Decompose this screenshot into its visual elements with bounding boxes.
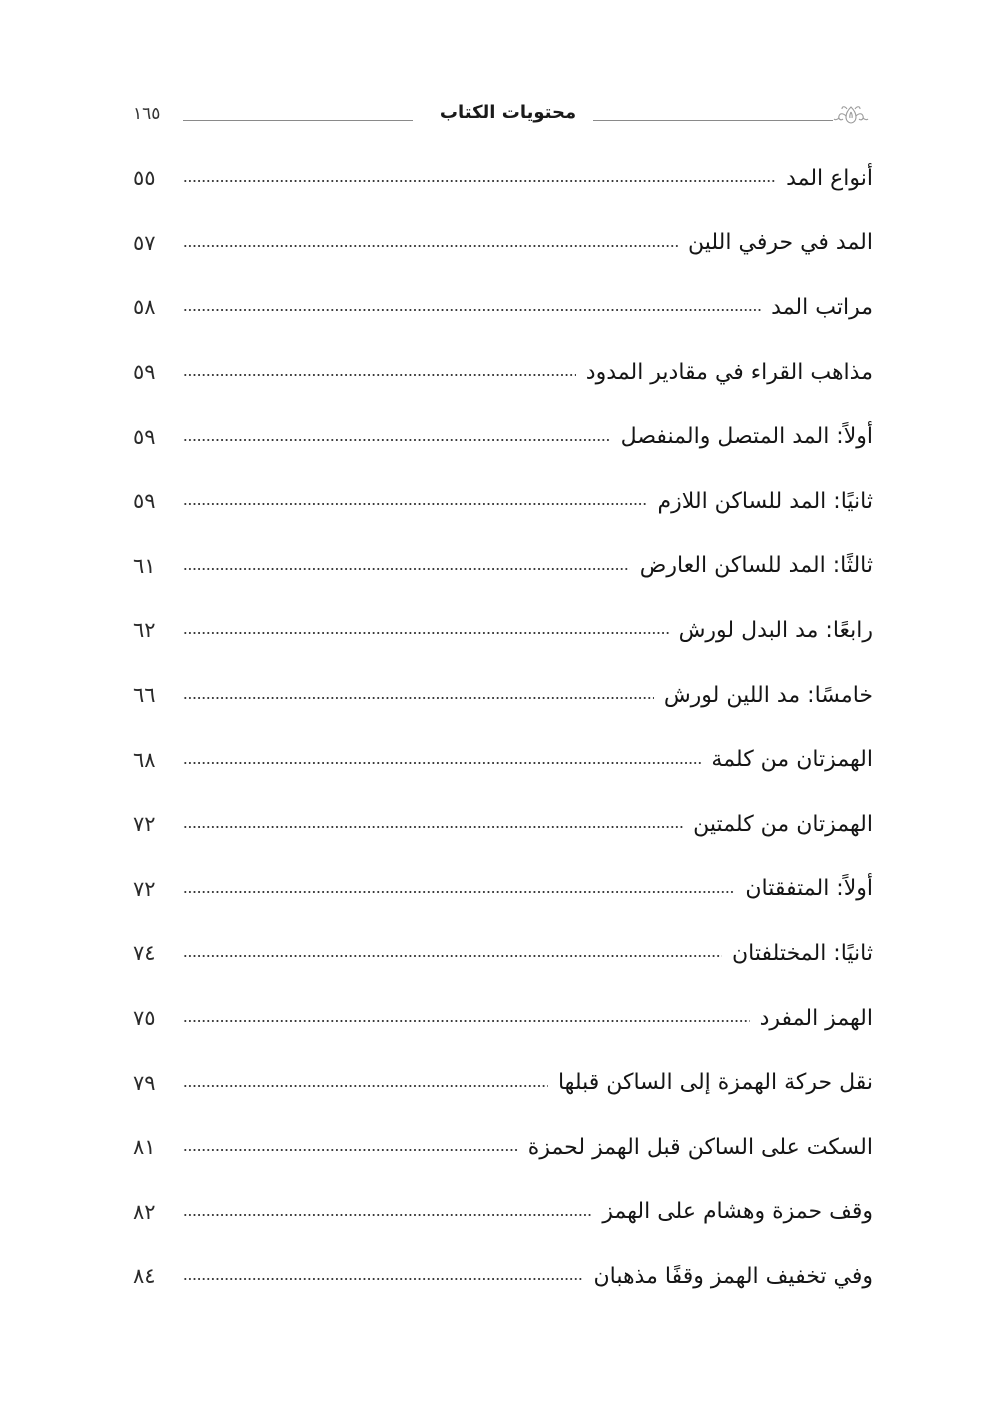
toc-entry [133,404,873,469]
dot-leader [183,697,654,699]
dot-leader [183,374,576,376]
toc-entry [133,727,873,792]
dot-leader [183,762,701,764]
toc-page-number: ٦٦ [133,683,156,708]
toc-entry-title: المد في حرفي اللين [688,230,873,256]
table-of-contents [133,146,873,1309]
toc-entry-title: ثانيًا: المختلفتان [732,940,873,966]
dot-leader [183,1149,518,1151]
toc-page-number: ٧٤ [133,941,156,966]
toc-entry-title: الهمز المفرد [759,1005,873,1031]
toc-page-number: ٧٥ [133,1006,156,1031]
toc-entry [133,792,873,857]
toc-page-number: ٥٧ [133,230,156,255]
floral-ornament-icon [833,104,869,126]
header-rule-right [593,120,833,121]
toc-entry-title: أولاً: المد المتصل والمنفصل [620,424,873,450]
toc-page-number: ٦٨ [133,747,156,772]
toc-page-number: ٥٩ [133,360,156,385]
toc-entry-title: ثانيًا: المد للساكن اللازم [657,488,873,514]
dot-leader [183,180,776,182]
header-rule-left [183,120,413,121]
toc-page-number: ٧٢ [133,876,156,901]
toc-entry-title: مذاهب القراء في مقادير المدود [585,359,873,385]
toc-page-number: ٦١ [133,553,156,578]
toc-page-number: ٥٥ [133,166,156,191]
dot-leader [183,1020,750,1022]
dot-leader [183,955,722,957]
toc-entry-title: الهمزتان من كلمتين [693,811,873,837]
dot-leader [183,1214,592,1216]
dot-leader [183,503,648,505]
toc-entry [133,340,873,405]
toc-page-number: ٦٢ [133,618,156,643]
toc-entry [133,1180,873,1245]
toc-page-number: ٧٢ [133,812,156,837]
toc-entry [133,598,873,663]
toc-page-number: ٥٨ [133,295,156,320]
toc-entry-title: رابعًا: مد البدل لورش [678,617,873,643]
toc-entry [133,469,873,534]
running-title: محتويات الكتاب [439,102,577,123]
toc-entry-title: مراتب المد [771,294,873,320]
page-header [133,104,873,134]
toc-entry-title: ثالثًا: المد للساكن العارض [639,553,873,579]
toc-entry [133,1244,873,1309]
toc-page-number: ٨٤ [133,1264,156,1289]
toc-entry [133,663,873,728]
dot-leader [183,632,669,634]
dot-leader [183,245,678,247]
dot-leader [183,1278,583,1280]
toc-entry-title: وفي تخفيف الهمز وقفًا مذهبان [593,1263,873,1289]
dot-leader [183,439,611,441]
toc-entry-title: أولاً: المتفقتان [745,876,873,902]
dot-leader [183,891,735,893]
toc-entry [133,534,873,599]
toc-page-number: ٨١ [133,1135,156,1160]
toc-entry [133,275,873,340]
toc-entry [133,1050,873,1115]
dot-leader [183,568,630,570]
toc-entry-title: خامسًا: مد اللين لورش [663,682,873,708]
toc-page-number: ٧٩ [133,1070,156,1095]
toc-entry-title: أنواع المد [786,165,873,191]
toc-entry-title: الهمزتان من كلمة [711,747,873,773]
toc-page-number: ٥٩ [133,489,156,514]
toc-entry-title: وقف حمزة وهشام على الهمز [602,1199,873,1225]
toc-entry [133,211,873,276]
toc-entry [133,921,873,986]
dot-leader [183,1085,548,1087]
page-number: ١٦٥ [133,104,161,124]
toc-entry-title: نقل حركة الهمزة إلى الساكن قبلها [557,1070,873,1096]
toc-entry [133,986,873,1051]
dot-leader [183,309,761,311]
toc-entry-title: السكت على الساكن قبل الهمز لحمزة [527,1134,873,1160]
toc-entry [133,1115,873,1180]
toc-entry [133,146,873,211]
toc-page-number: ٥٩ [133,424,156,449]
dot-leader [183,826,683,828]
toc-page-number: ٨٢ [133,1199,156,1224]
toc-entry [133,857,873,922]
